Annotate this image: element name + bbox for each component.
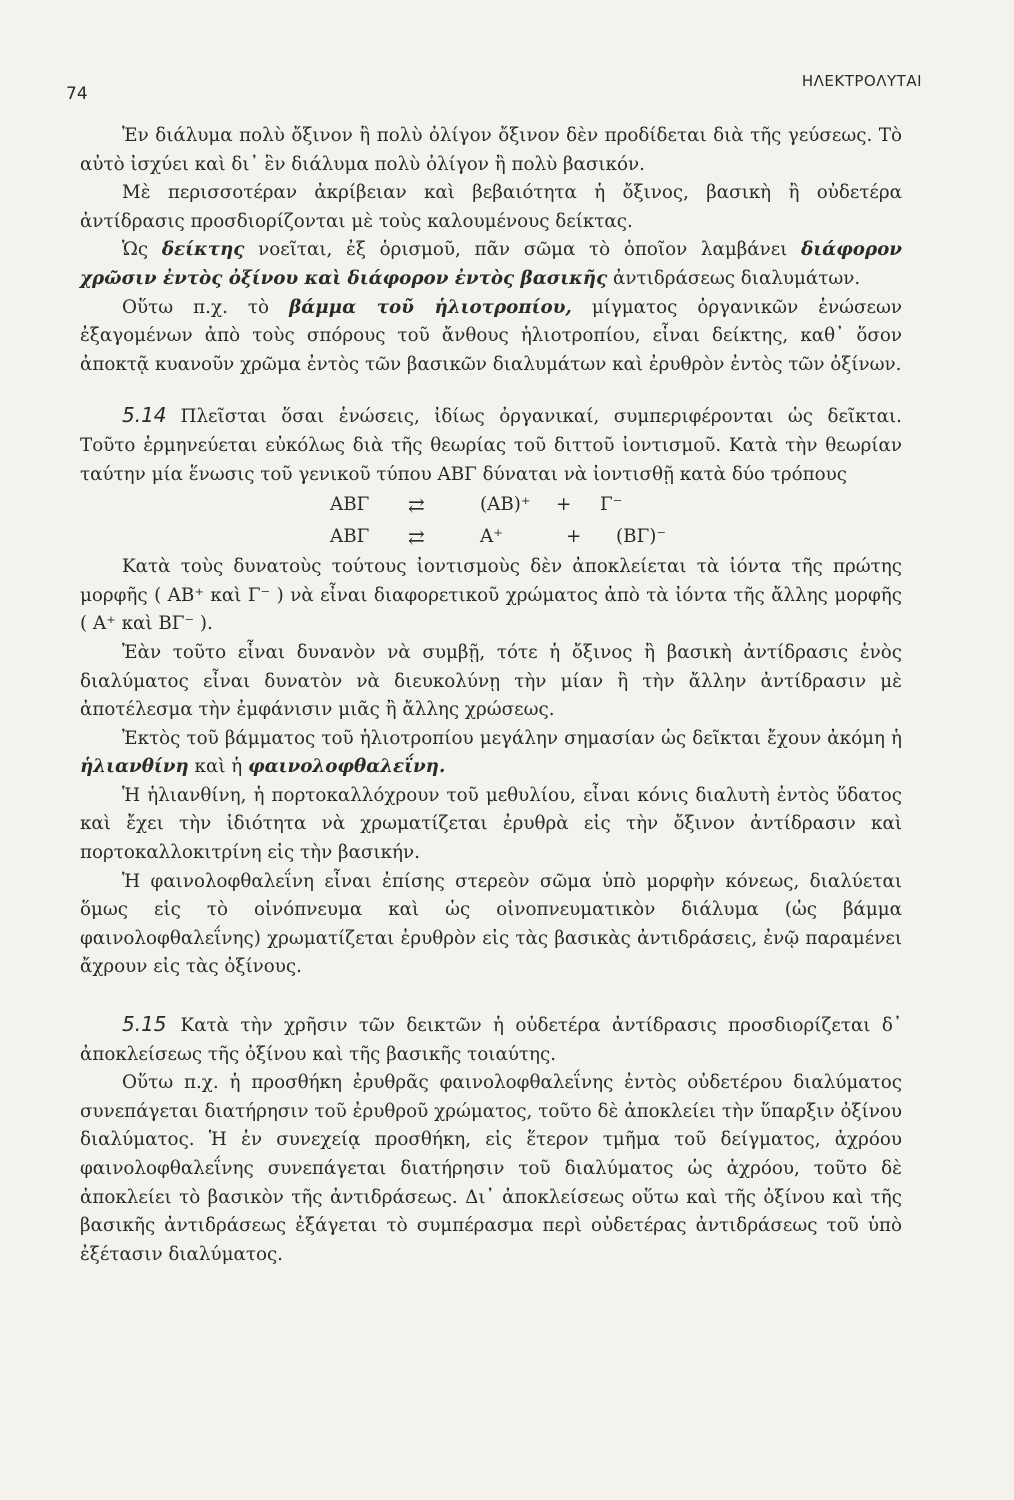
section-number: 5.14: [122, 403, 167, 428]
equilibrium-arrow-icon: ⇄: [408, 493, 424, 518]
section-number: 5.15: [122, 1012, 167, 1037]
paragraph-2: Μὲ περισσοτέραν ἀκρίβειαν καὶ βεβαιότητα ἡ ὄξινος, βασικὴ ἢ οὐδετέρα ἀντίδρασις προσδιορίζονται μὲ τοὺς καλουμένους δείκτας.: [80, 182, 902, 232]
emphasis-definition: διάφορον χρῶσιν ἐντὸς ὀξίνου καὶ διάφορον ἐντὸς βασικῆς: [80, 239, 902, 289]
eq-plus: +: [556, 494, 572, 516]
term-phenolphthalein: φαινολοφθαλεΐνη.: [248, 756, 446, 778]
text-run: Ἐκτὸς τοῦ βάμματος τοῦ ἡλιοτροπίου μεγάλην σημασίαν ὡς δεῖκται ἔχουν ἀκόμη ἡ: [122, 727, 902, 749]
text-run: καὶ ἡ: [188, 756, 249, 778]
eq-product-1: (ΑΒ)⁺: [480, 494, 531, 516]
paragraph-indicator-definition: [80, 236, 902, 293]
equilibrium-arrow-icon: ⇄: [408, 525, 424, 550]
body-text: [80, 122, 902, 1269]
text-run: Ὡς: [122, 239, 162, 261]
paragraph-10: Ἡ φαινολοφθαλεΐνη εἶναι ἐπίσης στερεὸν σῶμα ὑπὸ μορφὴν κόνεως, διαλύεται ὅμως εἰς τὸ οἰνόπνευμα καὶ ὡς οἰνοπνευματικὸν διάλυμα (ὡς βάμμα φαινολοφθαλεΐνης) χρωματίζεται ἐρυθρὸν εἰς τὰς βασικὰς ἀντιδράσεις, ἐνῷ παραμένει ἄχρουν εἰς τὰς ὀξίνους.: [80, 870, 902, 978]
term-litmus: βάμμα τοῦ ἡλιοτροπίου,: [289, 296, 572, 318]
section-5-14: [80, 401, 902, 489]
paragraph-8: [80, 725, 902, 782]
page-number: 74: [66, 84, 88, 104]
section-5-15: [80, 1010, 902, 1069]
paragraph-1: Ἐν διάλυμα πολὺ ὄξινον ἢ πολὺ ὀλίγον ὄξινον δὲν προδίδεται διὰ τῆς γεύσεως. Τὸ αὐτὸ ἰσχύει καὶ δι᾽ ἓν διάλυμα πολὺ ὀλίγον ἢ πολὺ βασικόν.: [80, 125, 902, 175]
text-run: νοεῖται, ἐξ ὁρισμοῦ, πᾶν σῶμα τὸ ὁποῖον λαμβάνει: [244, 239, 802, 261]
equation-2: [80, 521, 902, 553]
paragraph-7: Ἐὰν τοῦτο εἶναι δυνανὸν νὰ συμβῇ, τότε ἡ ὄξινος ἢ βασικὴ ἀντίδρασις ἑνὸς διαλύματος εἶναι δυνατὸν νὰ διευκολύνῃ τὴν μίαν ἢ τὴν ἄλλην ἀντίδρασιν μὲ ἀποτέλεσμα τὴν ἐμφάνισιν μιᾶς ἢ ἄλλης χρώσεως.: [80, 641, 902, 721]
paragraph-12: Οὕτω π.χ. ἡ προσθήκη ἐρυθρᾶς φαινολοφθαλεΐνης ἐντὸς οὐδετέρου διαλύματος συνεπάγεται διατήρησιν τοῦ ἐρυθροῦ χρώματος, τοῦτο δὲ ἀποκλείει τὴν ὕπαρξιν ὀξίνου διαλύματος. Ἡ ἐν συνεχείᾳ προσθήκη, εἰς ἕτερον τμῆμα τοῦ δείγματος, ἀχρόου φαινολοφθαλεΐνης συνεπάγεται διατήρησιν τοῦ διαλύματος ὡς ἀχρόου, τοῦτο δὲ ἀποκλείει τὸ βασικὸν τῆς ἀντιδράσεως. Δι᾽ ἀποκλείσεως οὕτω καὶ τῆς ὀξίνου καὶ τῆς βασικῆς ἀντιδράσεως ἐξάγεται τὸ συμπέρασμα περὶ οὐδετέρας ἀντιδράσεως τοῦ ὑπὸ ἐξέτασιν διαλύματος.: [80, 1072, 902, 1265]
term-indicator: δείκτης: [161, 239, 245, 261]
eq-product-2: Γ⁻: [600, 494, 623, 516]
text-run: Οὕτω π.χ. τὸ: [122, 296, 290, 318]
term-methyl-orange: ἡλιανθίνη: [80, 756, 189, 778]
paragraph-6: Κατὰ τοὺς δυνατοὺς τούτους ἰοντισμοὺς δὲν ἀποκλείεται τὰ ἰόντα τῆς πρώτης μορφῆς ( ΑΒ⁺ καὶ Γ⁻ ) νὰ εἶναι διαφορετικοῦ χρώματος ἀπὸ τὰ ἰόντα τῆς ἄλλης μορφῆς ( Α⁺ καὶ ΒΓ⁻ ).: [80, 556, 902, 635]
running-head: ΗΛΕΚΤΡΟΛΥΤΑΙ: [801, 72, 922, 90]
text-run: ἀντιδράσεως διαλυμάτων.: [607, 267, 861, 289]
paragraph-9: Ἡ ἡλιανθίνη, ἡ πορτοκαλλόχρουν τοῦ μεθυλίου, εἶναι κόνις διαλυτὴ ἐντὸς ὕδατος καὶ ἔχει τὴν ἰδιότητα νὰ χρωματίζεται ἐρυθρὰ εἰς τὴν ὄξινον ἀντίδρασιν καὶ πορτοκαλλοκιτρίνη εἰς τὴν βασικήν.: [80, 784, 902, 864]
section-text: Κατὰ τὴν χρῆσιν τῶν δεικτῶν ἡ οὐδετέρα ἀντίδρασις προσδιορίζεται δ᾽ ἀποκλείσεως τῆς ὀξίνου καὶ τῆς βασικῆς τοιαύτης.: [80, 1015, 902, 1065]
eq-reactant: ΑΒΓ: [330, 494, 370, 516]
eq-plus: +: [566, 526, 582, 548]
eq-product-1: Α⁺: [480, 526, 503, 548]
paragraph-litmus: [80, 294, 902, 380]
eq-product-2: (ΒΓ)⁻: [616, 526, 667, 548]
eq-reactant: ΑΒΓ: [330, 526, 370, 548]
equation-1: [80, 489, 902, 521]
text-run: μίγματος ὀργανικῶν ἑνώσεων ἐξαγομένων ἀπὸ τοὺς σπόρους τοῦ ἄνθους ἡλιοτροπίου, εἶναι δείκτης, καθ᾽ ὅσον ἀποκτᾷ κυανοῦν χρῶμα ἐντὸς τῶν βασικῶν διαλυμάτων καὶ ἐρυθρὸν ἐντὸς τῶν ὀξίνων.: [80, 296, 903, 375]
section-text: Πλεῖσται ὅσαι ἑνώσεις, ἰδίως ὀργανικαί, συμπεριφέρονται ὡς δεῖκται. Τοῦτο ἑρμηνεύεται εὐκόλως διὰ τῆς θεωρίας τοῦ διττοῦ ἰοντισμοῦ. Κατὰ τὴν θεωρίαν ταύτην μία ἕνωσις τοῦ γενικοῦ τύπου ΑΒΓ δύναται νὰ ἰοντισθῇ κατὰ δύο τρόπους: [80, 406, 902, 485]
